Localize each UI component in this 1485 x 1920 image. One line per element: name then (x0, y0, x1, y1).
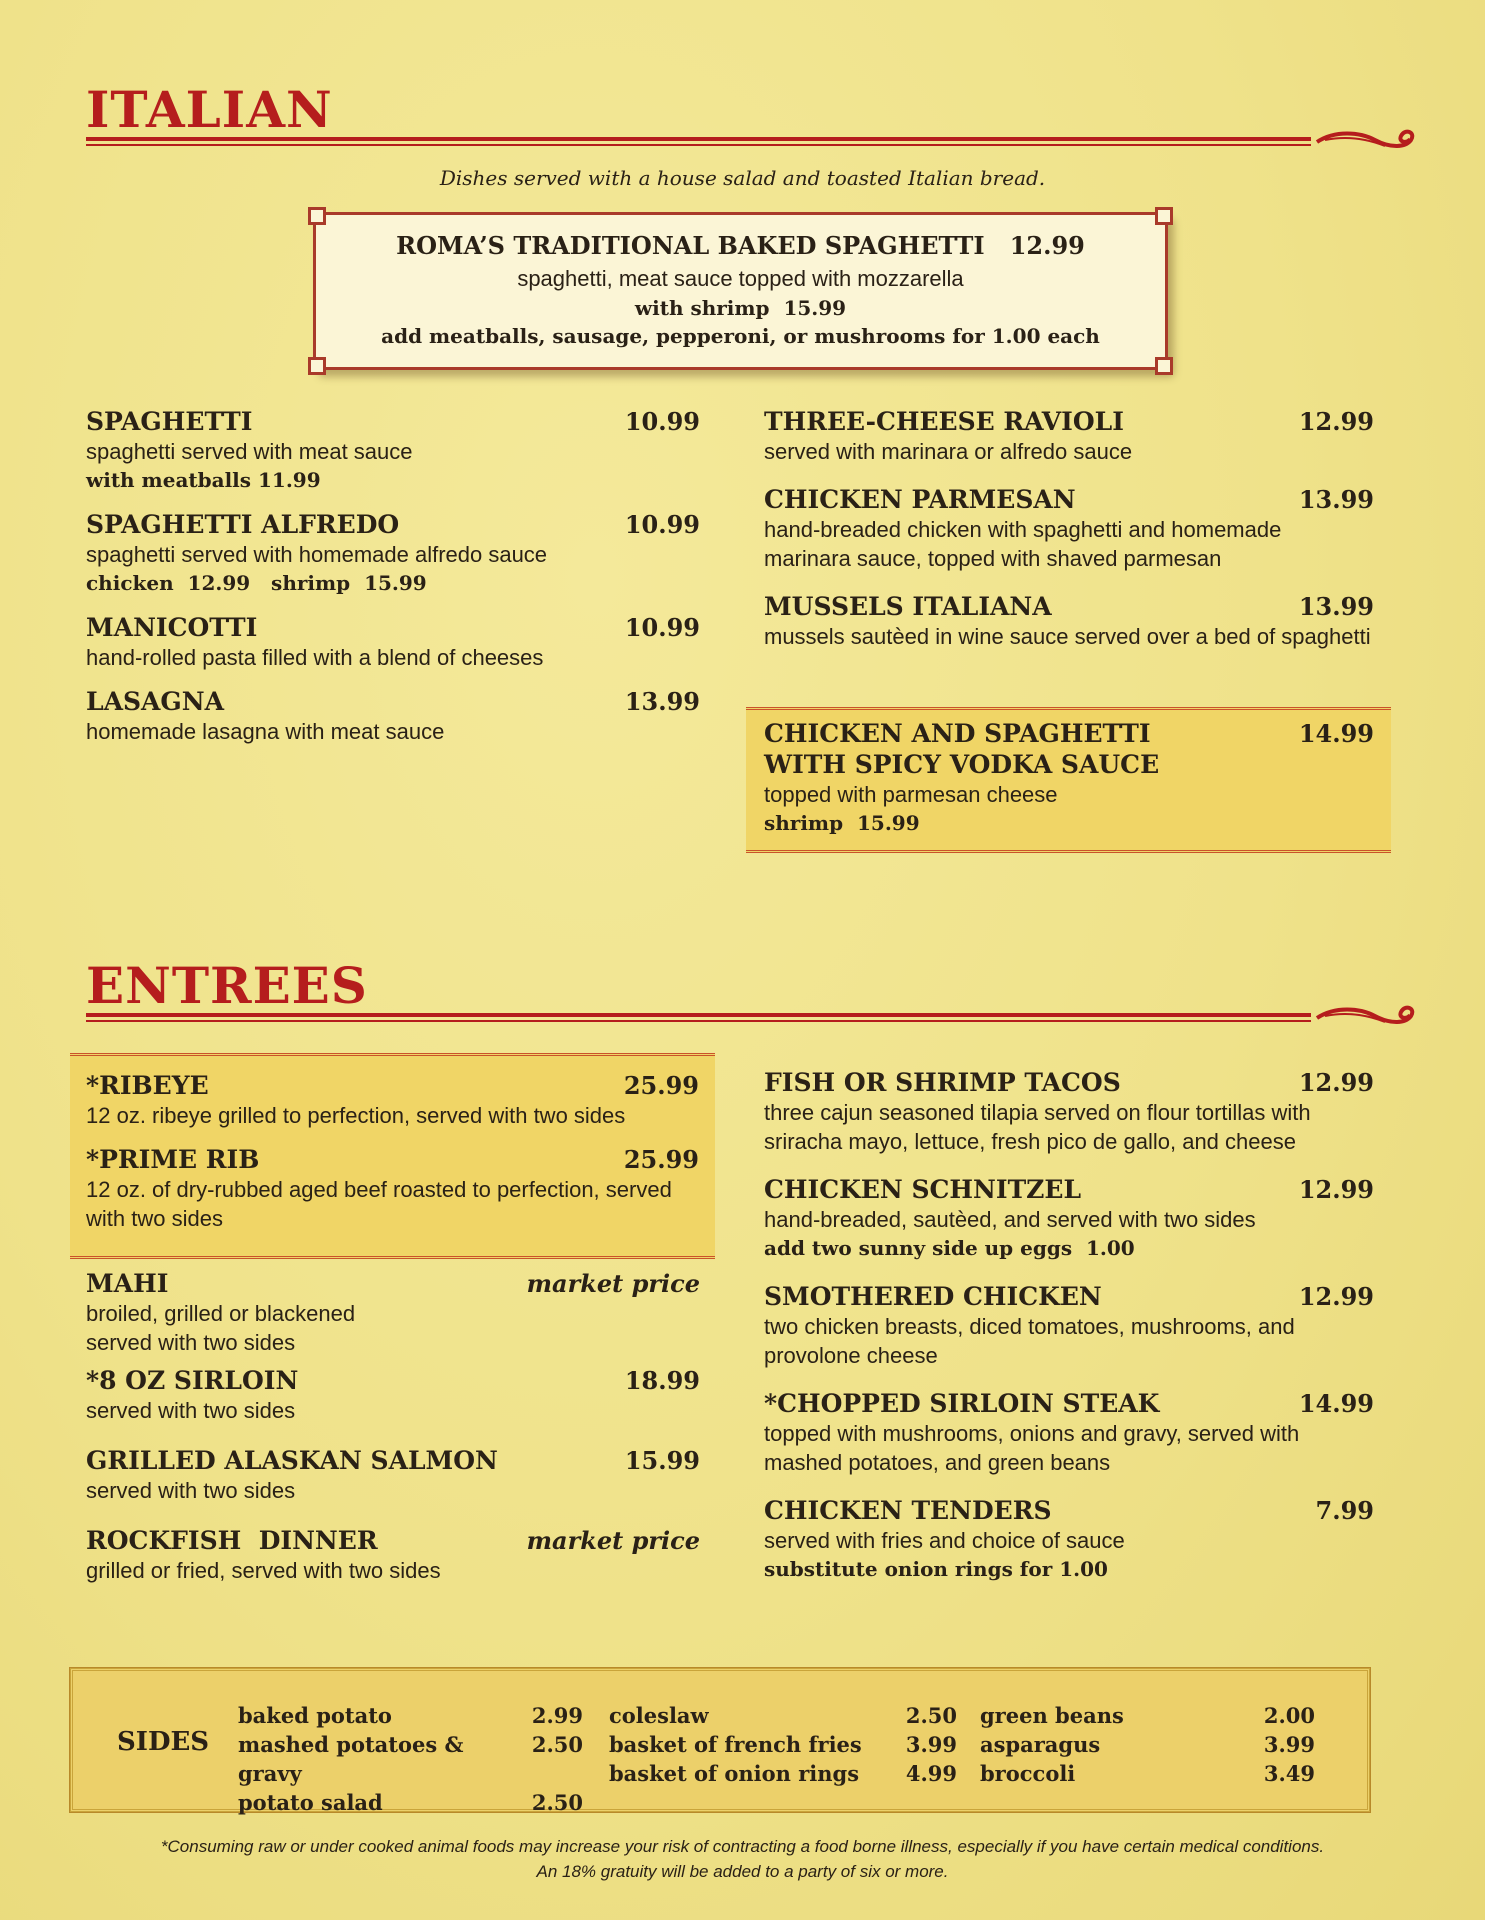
menu-item (86, 1365, 700, 1425)
menu-item (764, 1281, 1374, 1370)
sides-column (238, 1701, 583, 1817)
featured-dish-name: ROMA’S TRADITIONAL BAKED SPAGHETTI 12.99 (396, 231, 1085, 260)
corner-ornament (308, 357, 326, 375)
menu-item (764, 591, 1374, 651)
item-description: grilled or fried, served with two sides (86, 1558, 441, 1583)
side-price: 2.00 (1263, 1703, 1315, 1728)
side-item (609, 1730, 957, 1759)
item-name: MANICOTTI (86, 613, 258, 642)
health-disclaimer: *Consuming raw or under cooked animal foods may increase your risk of contracting a food borne illness, especially if you have certain medical conditions. (160, 1837, 1325, 1856)
item-price: 13.99 (1298, 485, 1374, 514)
side-price: 3.49 (1263, 1761, 1315, 1786)
item-description: homemade lasagna with meat sauce (86, 719, 445, 744)
item-name: CHICKEN AND SPAGHETTI WITH SPICY VODKA SAUCE (764, 719, 1160, 779)
item-price: 14.99 (1298, 1389, 1374, 1418)
item-price: 10.99 (624, 613, 700, 642)
item-name: SMOTHERED CHICKEN (764, 1282, 1102, 1311)
corner-ornament (1155, 357, 1173, 375)
item-description: hand-rolled pasta filled with a blend of cheeses (86, 645, 544, 670)
side-item (980, 1759, 1315, 1788)
item-description: broiled, grilled or blackened served with two sides (86, 1301, 356, 1355)
item-description: topped with parmesan cheese (764, 782, 1058, 807)
gratuity-notice: An 18% gratuity will be added to a party of six or more. (536, 1862, 949, 1881)
side-price: 2.50 (531, 1790, 583, 1815)
item-description: served with fries and choice of sauce (764, 1528, 1125, 1553)
item-name: *PRIME RIB (86, 1145, 260, 1174)
item-price: 13.99 (1298, 592, 1374, 621)
item-price: 12.99 (1298, 407, 1374, 436)
item-price: market price (526, 1269, 700, 1298)
side-name: basket of onion rings (609, 1761, 860, 1786)
item-option: add two sunny side up eggs 1.00 (764, 1236, 1135, 1260)
side-item (238, 1788, 583, 1817)
side-price: 2.50 (905, 1703, 957, 1728)
flourish-icon (1315, 998, 1425, 1038)
side-name: mashed potatoes & gravy (238, 1732, 464, 1786)
item-price: 10.99 (624, 407, 700, 436)
item-name: *8 OZ SIRLOIN (86, 1366, 299, 1395)
item-name: CHICKEN SCHNITZEL (764, 1175, 1082, 1204)
menu-item (86, 686, 700, 746)
item-price: 12.99 (1298, 1282, 1374, 1311)
item-name: CHICKEN PARMESAN (764, 485, 1076, 514)
item-option: chicken 12.99 shrimp 15.99 (86, 571, 427, 595)
item-name: MAHI (86, 1269, 169, 1298)
item-description: hand-breaded chicken with spaghetti and homemade marinara sauce, topped with shaved parmesan (764, 517, 1282, 571)
side-name: green beans (980, 1703, 1124, 1728)
menu-item (86, 509, 700, 598)
item-description: mussels sautèed in wine sauce served over a bed of spaghetti (764, 624, 1371, 649)
highlighted-item-band (746, 707, 1391, 853)
side-name: basket of french fries (609, 1732, 862, 1757)
item-name: ROCKFISH DINNER (86, 1526, 378, 1555)
sides-label: SIDES (117, 1727, 210, 1757)
item-price: 25.99 (623, 1071, 699, 1100)
menu-item (86, 1445, 700, 1505)
item-option: with meatballs 11.99 (86, 468, 321, 492)
italian-left-column (86, 406, 700, 760)
item-name: LASAGNA (86, 687, 225, 716)
flourish-icon (1315, 122, 1425, 162)
side-item (238, 1730, 583, 1788)
side-price: 3.99 (905, 1732, 957, 1757)
item-name: CHICKEN TENDERS (764, 1496, 1052, 1525)
side-price: 4.99 (905, 1761, 957, 1786)
side-item (609, 1701, 957, 1730)
item-description: 12 oz. ribeye grilled to perfection, served with two sides (86, 1103, 626, 1128)
menu-item (86, 1070, 699, 1130)
item-name: *CHOPPED SIRLOIN STEAK (764, 1389, 1160, 1418)
item-description: topped with mushrooms, onions and gravy, served with mashed potatoes, and green beans (764, 1421, 1300, 1475)
item-option: shrimp 15.99 (764, 811, 920, 835)
featured-dish-addon: add meatballs, sausage, pepperoni, or mushrooms for 1.00 each (381, 324, 1100, 348)
item-price: 13.99 (624, 687, 700, 716)
item-description: hand-breaded, sautèed, and served with two sides (764, 1207, 1256, 1232)
item-name: GRILLED ALASKAN SALMON (86, 1446, 498, 1475)
item-price: 12.99 (1298, 1068, 1374, 1097)
item-name: MUSSELS ITALIANA (764, 592, 1052, 621)
side-name: asparagus (980, 1732, 1101, 1757)
item-name: SPAGHETTI ALFREDO (86, 510, 400, 539)
menu-item (86, 1525, 700, 1585)
footnote (0, 1834, 1485, 1884)
menu-item (764, 1067, 1374, 1156)
sides-column (609, 1701, 957, 1788)
side-price: 2.50 (531, 1732, 583, 1757)
item-name: SPAGHETTI (86, 407, 253, 436)
italian-title: ITALIAN (86, 80, 333, 139)
menu-item (764, 484, 1374, 573)
item-price: 10.99 (624, 510, 700, 539)
item-description: 12 oz. of dry-rubbed aged beef roasted to perfection, served with two sides (86, 1177, 672, 1231)
item-description: two chicken breasts, diced tomatoes, mushrooms, and provolone cheese (764, 1314, 1295, 1368)
sides-box (70, 1668, 1370, 1815)
highlighted-item-band (70, 1053, 715, 1259)
item-option: substitute onion rings for 1.00 (764, 1557, 1108, 1581)
item-description: served with marinara or alfredo sauce (764, 439, 1133, 464)
side-name: baked potato (238, 1703, 392, 1728)
menu-item (86, 1144, 699, 1233)
menu-item (86, 406, 700, 495)
menu-item (764, 1495, 1374, 1584)
side-item (609, 1759, 957, 1788)
corner-ornament (1155, 207, 1173, 225)
corner-ornament (308, 207, 326, 225)
side-item (980, 1730, 1315, 1759)
item-price: 14.99 (1298, 719, 1374, 748)
side-item (980, 1701, 1315, 1730)
item-price: 25.99 (623, 1145, 699, 1174)
menu-item (764, 1388, 1374, 1477)
item-description: served with two sides (86, 1398, 296, 1423)
item-description: spaghetti served with meat sauce (86, 439, 413, 464)
side-price: 2.99 (531, 1703, 583, 1728)
item-price: 15.99 (624, 1446, 700, 1475)
item-price: 18.99 (624, 1366, 700, 1395)
item-price: 7.99 (1315, 1496, 1374, 1525)
item-price: market price (526, 1526, 700, 1555)
menu-item (86, 1268, 700, 1357)
featured-dish-desc: spaghetti, meat sauce topped with mozzarella (517, 266, 964, 291)
italian-right-column (764, 406, 1374, 665)
entrees-title: ENTREES (86, 956, 368, 1015)
entrees-left-column (86, 1268, 700, 1599)
italian-rule (86, 137, 1311, 146)
item-name: *RIBEYE (86, 1071, 209, 1100)
item-name: THREE-CHEESE RAVIOLI (764, 407, 1124, 436)
item-name: FISH OR SHRIMP TACOS (764, 1068, 1121, 1097)
sides-column (980, 1701, 1315, 1788)
menu-item (764, 406, 1374, 466)
side-name: broccoli (980, 1761, 1076, 1786)
entrees-rule (86, 1013, 1311, 1022)
menu-item (764, 718, 1374, 838)
side-name: coleslaw (609, 1703, 709, 1728)
side-name: potato salad (238, 1790, 383, 1815)
italian-subtitle: Dishes served with a house salad and toasted Italian bread. (439, 166, 1046, 190)
entrees-right-column (764, 1067, 1374, 1598)
item-description: three cajun seasoned tilapia served on flour tortillas with sriracha mayo, lettuce, fresh pico de gallo, and cheese (764, 1100, 1311, 1154)
featured-dish-box (313, 212, 1168, 370)
side-price: 3.99 (1263, 1732, 1315, 1757)
side-item (238, 1701, 583, 1730)
featured-dish-option: with shrimp 15.99 (634, 296, 847, 320)
item-description: served with two sides (86, 1478, 296, 1503)
menu-item (764, 1174, 1374, 1263)
menu-item (86, 612, 700, 672)
item-price: 12.99 (1298, 1175, 1374, 1204)
item-description: spaghetti served with homemade alfredo sauce (86, 542, 548, 567)
highlighted-items (86, 1070, 699, 1247)
